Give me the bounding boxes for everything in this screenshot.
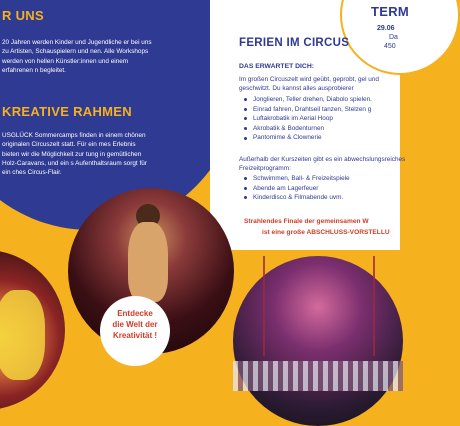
cta-line-2: die Welt der	[112, 320, 158, 329]
list-item: Schwimmen, Ball- & Freizeitspiele	[239, 174, 350, 184]
audience-shape	[233, 361, 403, 391]
finale-line-1: Strahlendes Finale der gemeinsamen W	[244, 218, 369, 225]
termin-detail-2: 450	[384, 43, 396, 50]
termin-detail-1: Da	[389, 34, 398, 41]
cta-line-1: Entdecke	[117, 309, 153, 318]
leisure-intro: Außerhalb der Kurszeiten gibt es ein abwechslungsreiches Freizeitprogramm:	[239, 156, 406, 172]
leisure-list	[239, 174, 350, 203]
tent-pole-shape	[373, 256, 375, 356]
list-item: Einrad fahren, Drahtseil tanzen, Stelzen g	[239, 105, 372, 115]
tent-pole-shape	[263, 256, 265, 356]
aerial-silk-photo	[0, 250, 65, 410]
cta-text	[100, 308, 170, 341]
creative-frame-heading: KREATIVE RAHMEN	[2, 104, 132, 119]
about-heading: R UNS	[2, 8, 44, 23]
list-item: Akrobatik & Bodenturnen	[239, 124, 372, 134]
termin-date: 29.06	[377, 25, 395, 32]
list-item: Pantomime & Clownerie	[239, 133, 372, 143]
termin-title: TERM	[371, 4, 410, 19]
expect-intro: Im großen Circuszelt wird geübt, geprobt, gel und geschwitzt. Du kannst alles ausprobierer	[239, 76, 379, 92]
list-item: Abende am Lagerfeuer	[239, 184, 350, 194]
activities-list	[239, 95, 372, 143]
circus-tent-photo	[233, 256, 403, 426]
artist-body-shape	[128, 222, 168, 302]
cta-line-3: Kreativität !	[112, 331, 157, 340]
expect-subheading: DAS ERWARTET DICH:	[239, 63, 315, 70]
yellow-silk-shape	[0, 290, 45, 380]
finale-line-2: ist eine große ABSCHLUSS-VORSTELLU	[262, 229, 390, 236]
about-paragraph: 20 Jahren werden Kinder und Jugendliche er bei uns zu Artisten, Schauspielern und nen. Alle Workshops werden von hellen Künstler:innen und einem erfahrenen n begleitet.	[2, 39, 152, 74]
list-item: Kinderdisco & Filmabende uvm.	[239, 193, 350, 203]
creative-frame-paragraph: USGLÜCK Sommercamps finden in einem chönen originalen Circuszelt statt. Für ein mes Erlebnis bieten wir die Möglichkeit zur tung in gemütlichen Holz-Caravans, und ein s Aufenthaltsraum sorgt für ein ches Circus-Flair.	[2, 132, 147, 177]
circus-holiday-heading: FERIEN IM CIRCUS	[239, 37, 350, 49]
list-item: Luftakrobatik im Aerial Hoop	[239, 114, 372, 124]
list-item: Jonglieren, Teller drehen, Diabolo spielen.	[239, 95, 372, 105]
